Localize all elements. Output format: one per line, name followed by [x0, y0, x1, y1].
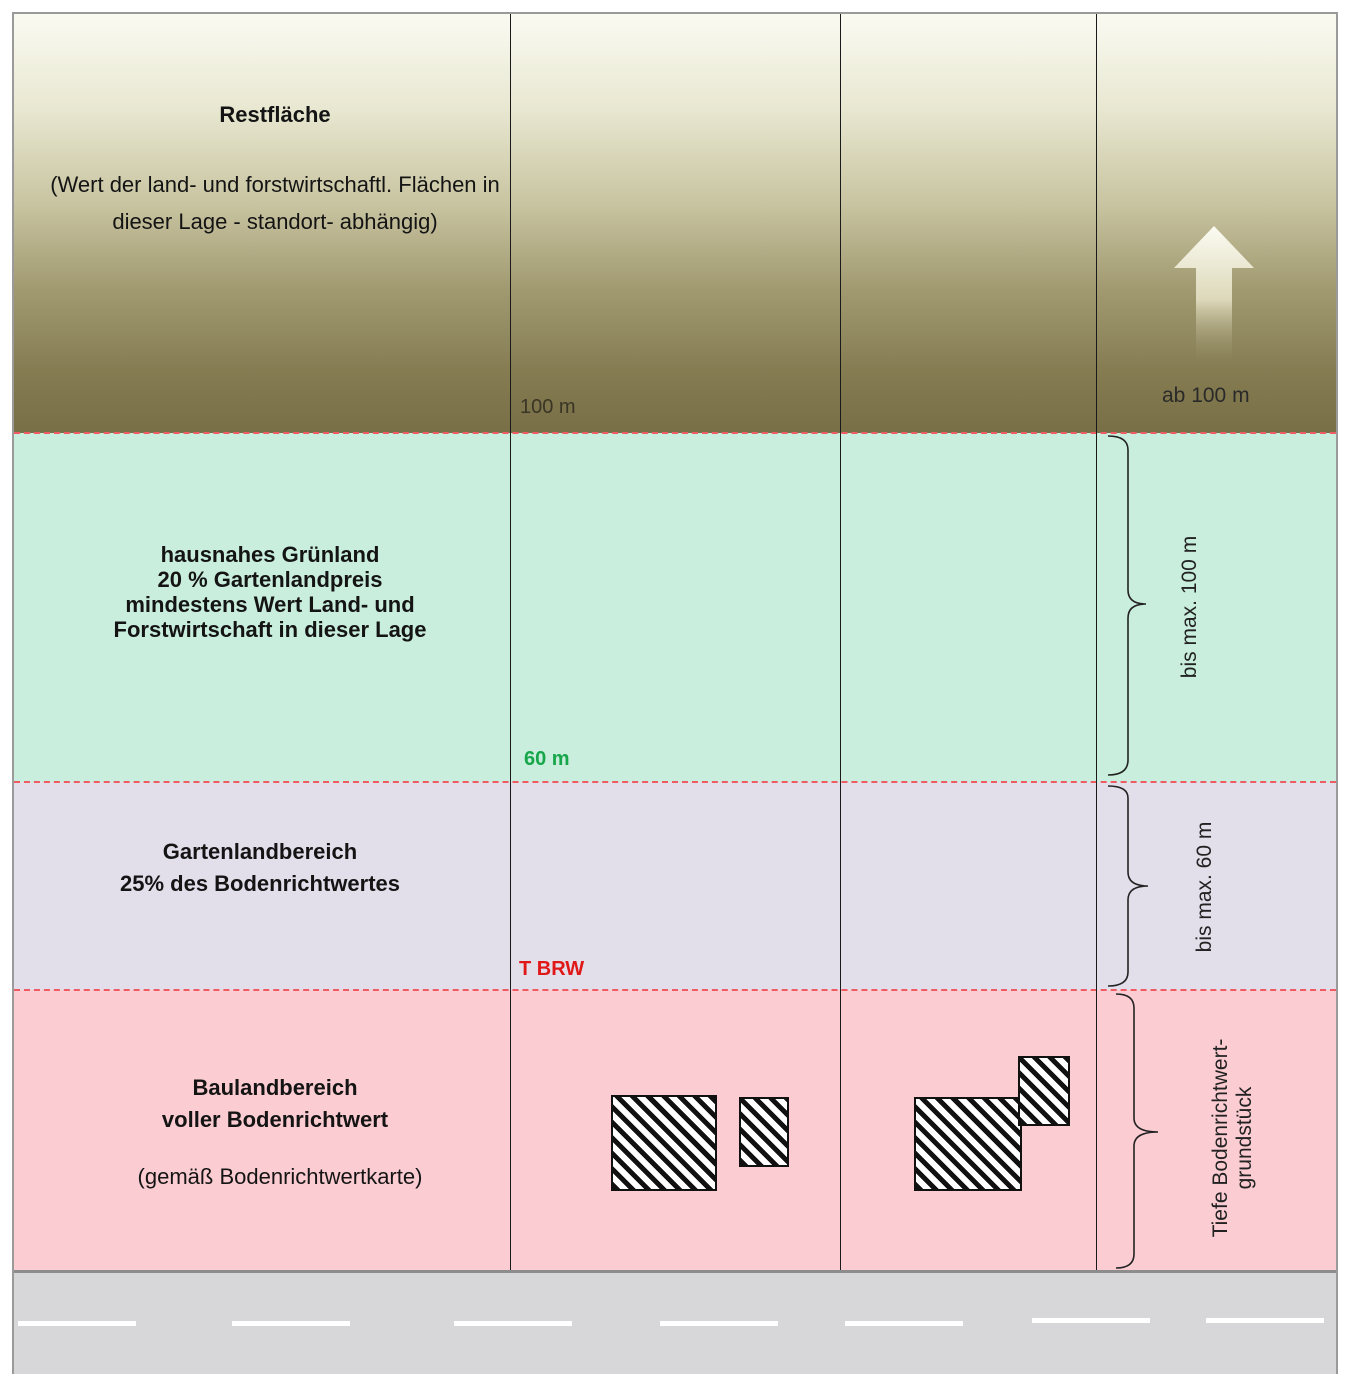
road-marking	[845, 1321, 963, 1326]
marker-100m: 100 m	[520, 396, 576, 418]
tiefe-line-2: grundstück	[1233, 1086, 1256, 1190]
bauland-subtitle: (gemäß Bodenrichtwertkarte)	[137, 1164, 423, 1189]
restflaeche-subtitle: (Wert der land- und forstwirtschaftl. Flächen in dieser Lage - standort- abhängig)	[50, 172, 500, 234]
gruenland-line-4: Forstwirtschaft in dieser Lage	[113, 617, 427, 642]
gruenland-line-2: 20 % Gartenlandpreis	[157, 567, 383, 592]
road-marking	[1206, 1318, 1324, 1323]
gartenland-line-2: 25% des Bodenrichtwertes	[120, 871, 400, 896]
hatched-building-icon	[611, 1095, 717, 1191]
marker-tbrw: T BRW	[519, 958, 585, 980]
gruenland-line-3: mindestens Wert Land- und	[125, 592, 415, 617]
hatched-building-icon	[1018, 1056, 1070, 1126]
hatched-building-icon	[914, 1097, 1022, 1191]
road-marking	[454, 1321, 572, 1326]
marker-ab-100m: ab 100 m	[1162, 384, 1250, 407]
restflaeche-title: Restfläche	[219, 102, 331, 127]
side-label-bis-60m: bis max. 60 m	[1193, 821, 1216, 953]
hatched-building-icon	[739, 1097, 789, 1167]
side-label-tiefe	[1209, 1013, 1257, 1263]
gruenland-line-1: hausnahes Grünland	[160, 542, 380, 567]
road-marking	[1032, 1318, 1150, 1323]
gartenland-line-1: Gartenlandbereich	[162, 839, 358, 864]
road-marking	[18, 1321, 136, 1326]
road-marking	[232, 1321, 350, 1326]
road-marking	[660, 1321, 778, 1326]
up-arrow-icon	[1174, 226, 1254, 360]
tiefe-line-1: Tiefe Bodenrichtwert-	[1209, 1038, 1232, 1238]
marker-60m: 60 m	[524, 748, 570, 770]
bauland-line-2: voller Bodenrichtwert	[161, 1107, 389, 1132]
curly-brace-icon	[1108, 436, 1158, 1268]
bauland-line-1: Baulandbereich	[192, 1075, 358, 1100]
side-label-bis-100m: bis max. 100 m	[1178, 535, 1201, 679]
